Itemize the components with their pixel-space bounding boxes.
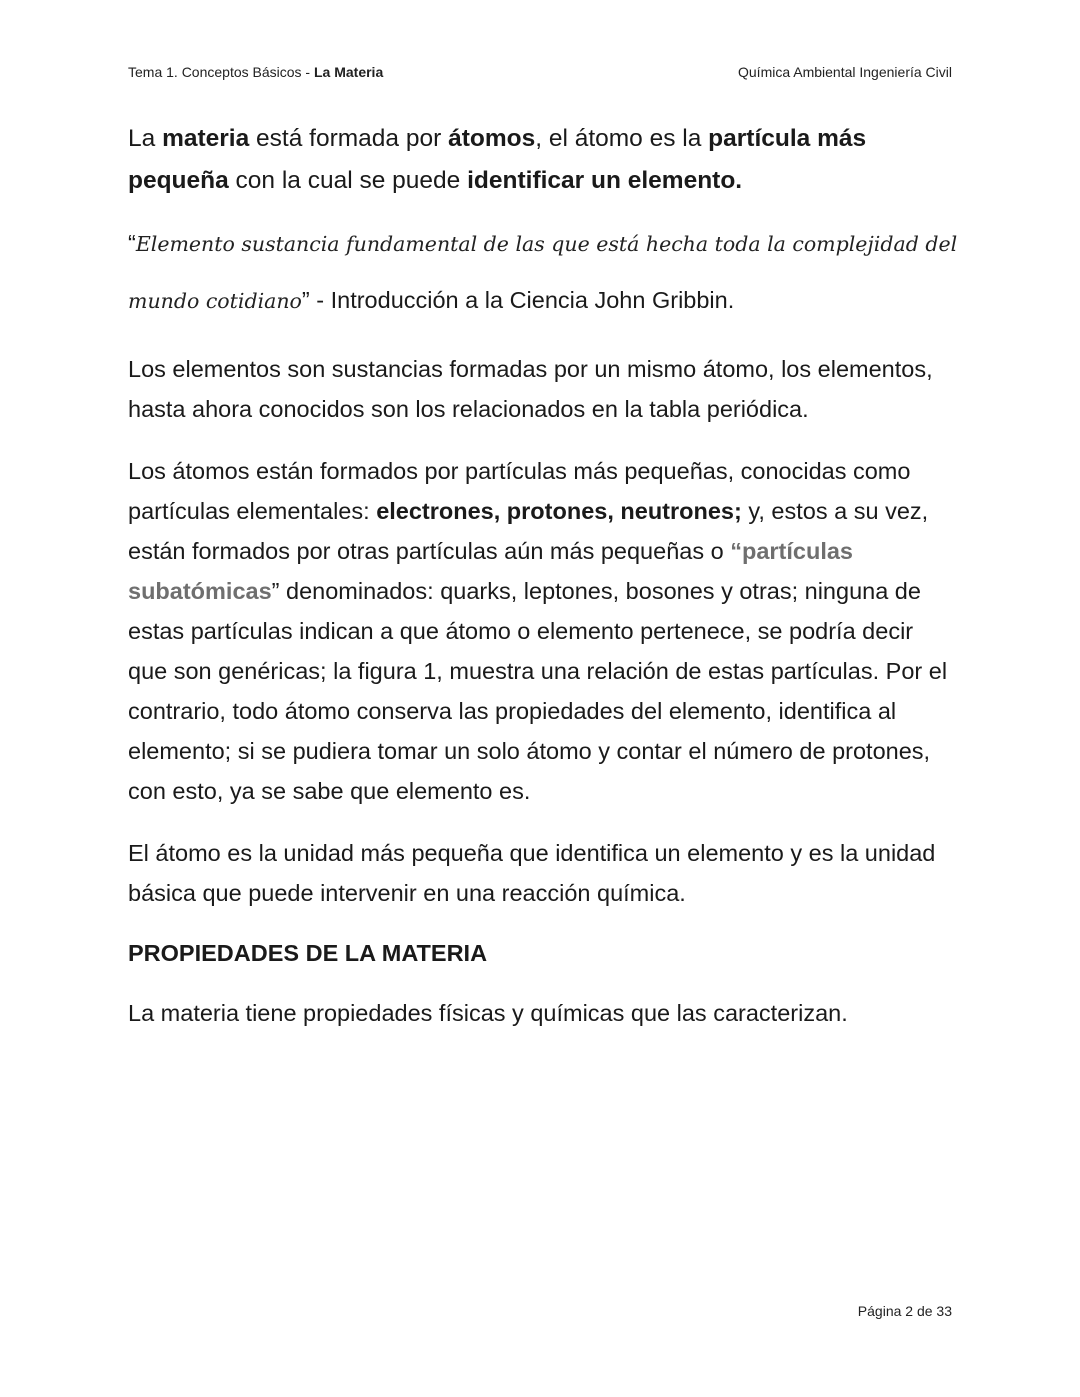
elements-paragraph: Los elementos son sustancias formadas por un mismo átomo, los elementos, hasta ahora conocidos son los relacionados en la tabla periódica.	[128, 356, 933, 422]
section-title: PROPIEDADES DE LA MATERIA	[128, 940, 488, 966]
page-content	[128, 118, 958, 1033]
page-header	[128, 64, 952, 80]
quote-source: - Introducción a la Ciencia John Gribbin.	[309, 287, 735, 313]
atoms-paragraph: Los átomos están formados por partículas más pequeñas, conocidas como partículas elementales: electrones, protones, neutrones; y, estos a su vez, están formados por otras partículas aún más pequeñas o “partículas subatómicas” denominados: quarks, leptones, bosones y otras; ninguna de estas partículas indican a que átomo o elemento pertenece, se podría decir que son genéricas; la figura 1, muestra una relación de estas partículas. Por el contrario, todo átomo conserva las propiedades del elemento, identifica al elemento; si se pudiera tomar un solo átomo y contar el número de protones, con esto, ya se sabe que elemento es.	[128, 458, 948, 804]
quote-text: Elemento sustancia fundamental de las que está hecha toda la complejidad del mundo cotidiano	[128, 232, 958, 313]
header-chapter: Tema 1. Conceptos Básicos - La Materia	[128, 64, 384, 80]
properties-paragraph: La materia tiene propiedades físicas y químicas que las caracterizan.	[128, 1000, 848, 1026]
header-course: Química Ambiental Ingeniería Civil	[738, 64, 952, 80]
intro-paragraph: La materia está formada por átomos, el átomo es la partícula más pequeña con la cual se puede identificar un elemento.	[128, 125, 867, 194]
page-number: Página 2 de 33	[857, 1303, 952, 1319]
quote-paragraph: “Elemento sustancia fundamental de las que está hecha toda la complejidad del mundo cotidiano” - Introducción a la Ciencia John Gribbin.	[128, 230, 958, 313]
atom-unit-paragraph: El átomo es la unidad más pequeña que identifica un elemento y es la unidad básica que puede intervenir en una reacción química.	[128, 840, 936, 906]
